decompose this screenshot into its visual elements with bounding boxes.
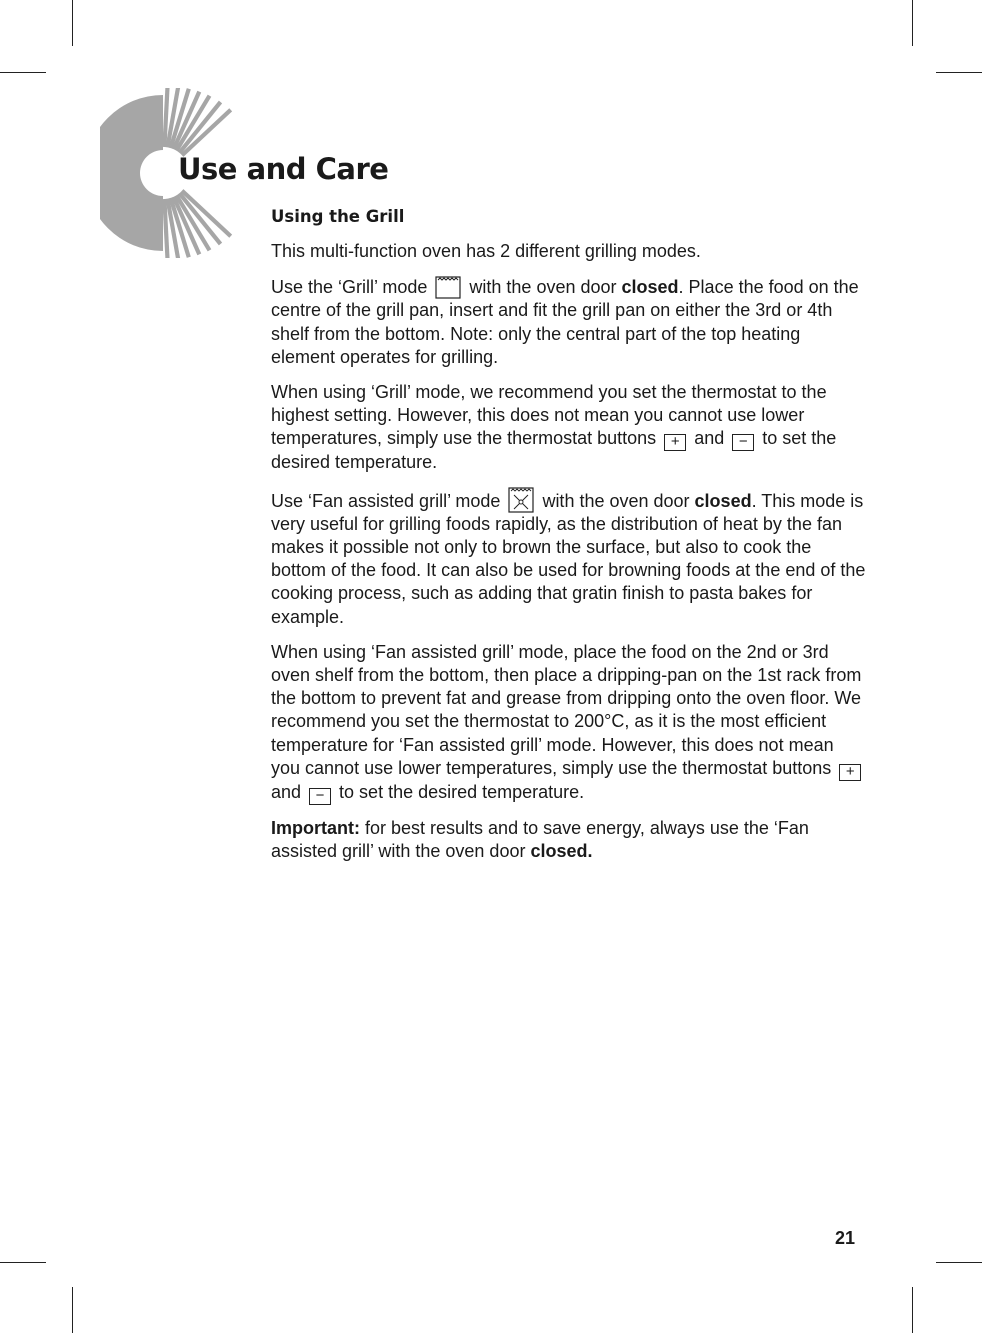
crop-mark bbox=[912, 1287, 913, 1333]
crop-mark bbox=[0, 72, 46, 73]
minus-key-icon: − bbox=[732, 434, 754, 451]
subsection-title: Using the Grill bbox=[271, 207, 405, 226]
crop-mark bbox=[72, 0, 73, 46]
crop-mark bbox=[936, 72, 982, 73]
plus-key-icon: + bbox=[839, 764, 861, 781]
crop-mark bbox=[0, 1262, 46, 1263]
minus-key-icon: − bbox=[309, 788, 331, 805]
section-title: Use and Care bbox=[178, 152, 389, 186]
page-number: 21 bbox=[835, 1228, 856, 1248]
crop-mark bbox=[936, 1262, 982, 1263]
paragraph-grill-mode: Use the ‘Grill’ mode with the oven door closed. Place the food on the centre of the grill pan, insert and fit the grill pan on either the 3rd or 4th shelf from the bottom. Note: only the central part of the top heating element operates for grilling. bbox=[271, 277, 859, 367]
paragraph-fan-grill-shelf: When using ‘Fan assisted grill’ mode, place the food on the 2nd or 3rd oven shelf from the bottom, then place a dripping-pan on the 1st rack from the bottom to prevent fat and grease from dripping onto the oven floor. We recommend you set the thermostat to 200°C, as it is the most efficient temperature for ‘Fan assisted grill’ mode. However, this does not mean you cannot use lower temperatures, simply use the thermostat buttons + and − to set the desired temperature. bbox=[271, 641, 862, 804]
body-text bbox=[271, 240, 867, 875]
paragraph-fan-grill: Use ‘Fan assisted grill’ mode with the oven door closed. This mode is very useful for grilling foods rapidly, as the distribution of heat by the fan makes it possible not only to brown the surface, but also to cook the bottom of the food. It can also be used for browning foods at the end of the cooking process, such as adding that gratin finish to pasta bakes for example. bbox=[271, 487, 867, 629]
fan-assisted-grill-icon bbox=[508, 487, 534, 513]
crop-mark bbox=[72, 1287, 73, 1333]
crop-mark bbox=[912, 0, 913, 46]
paragraph-intro: This multi-function oven has 2 different grilling modes. bbox=[271, 241, 701, 261]
grill-mode-icon bbox=[435, 275, 461, 299]
paragraph-important: Important: for best results and to save energy, always use the ‘Fan assisted grill’ with the oven door closed. bbox=[271, 817, 809, 862]
paragraph-grill-temperature: When using ‘Grill’ mode, we recommend you set the thermostat to the highest setting. However, this does not mean you cannot use lower temperatures, simply use the thermostat buttons + and − to set the desired temperature. bbox=[271, 382, 837, 473]
plus-key-icon: + bbox=[664, 434, 686, 451]
